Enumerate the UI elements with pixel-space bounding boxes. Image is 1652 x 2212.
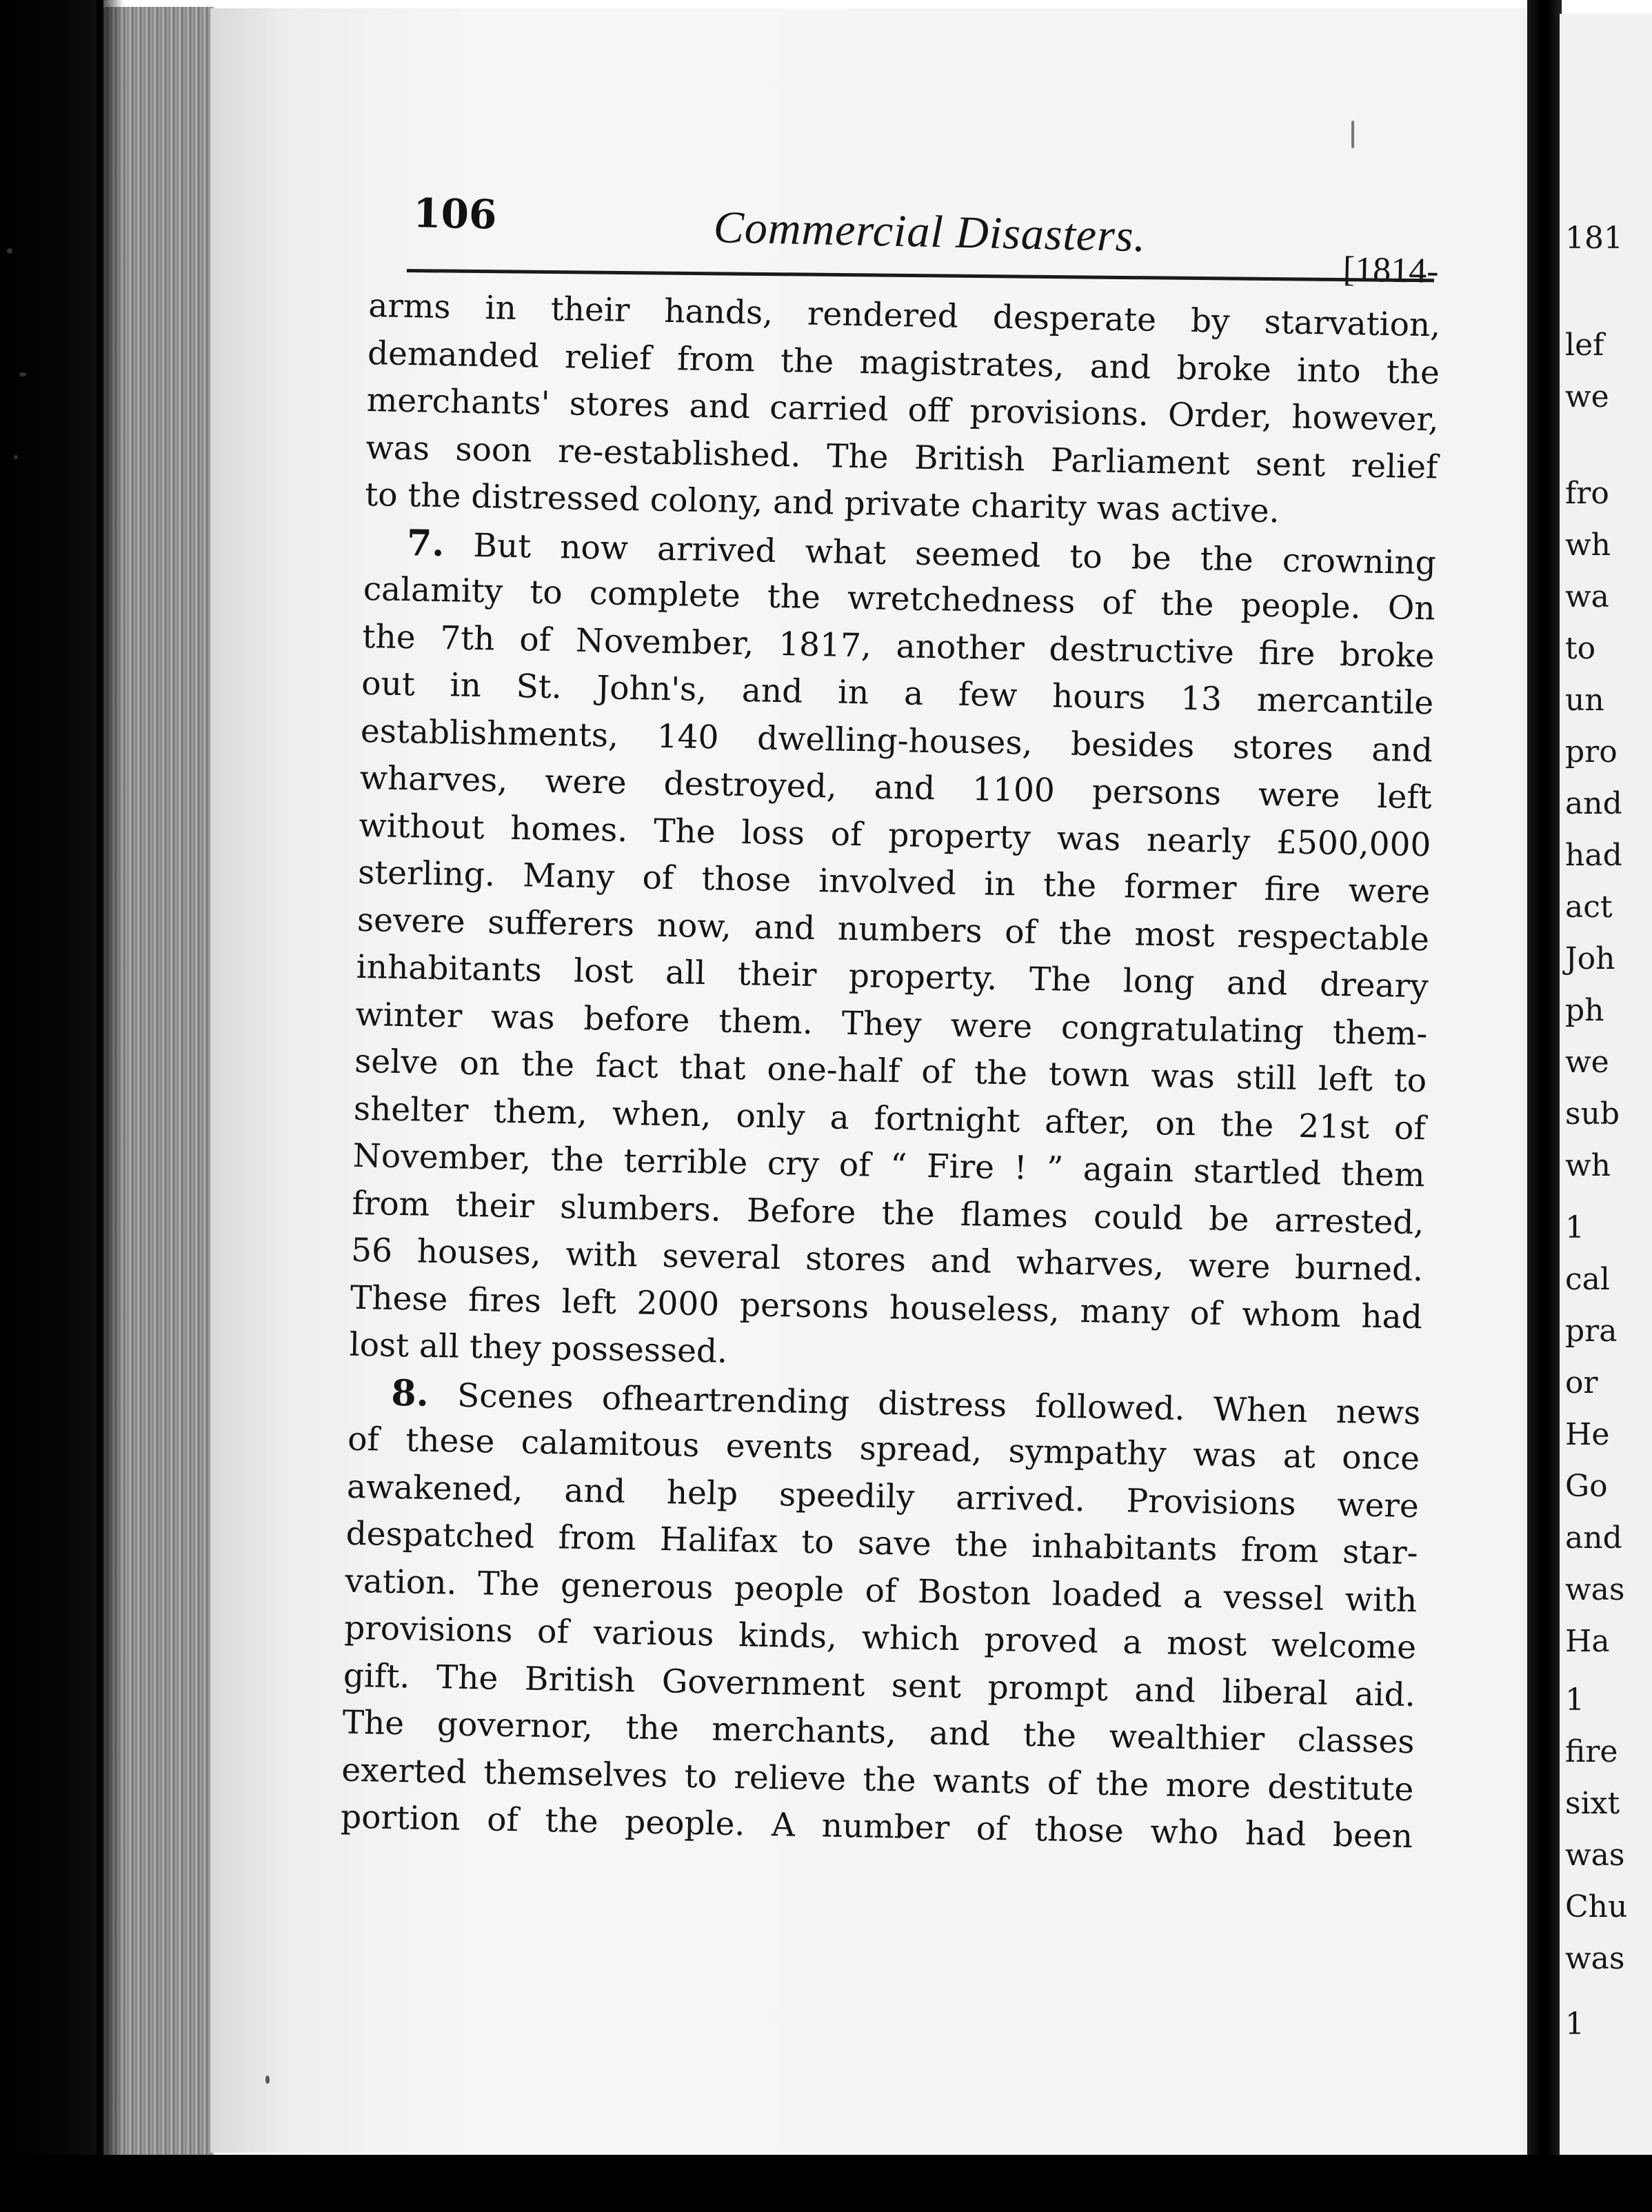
scan-bottom-border bbox=[0, 2155, 1652, 2212]
line-text: calamity to complete the wretchedness of the people. On bbox=[363, 570, 1436, 628]
line-text: 56 houses, with several stores and wharves, were burned. bbox=[350, 1231, 1424, 1289]
line-text: to the distressed colony, and private charity was active. bbox=[364, 475, 1280, 531]
line-text: shelter them, when, only a fortnight after, on the 21st of bbox=[353, 1089, 1427, 1147]
facing-text-fragment: Ha bbox=[1565, 1624, 1610, 1659]
line-text: establishments, 140 dwelling-houses, besides stores and bbox=[360, 712, 1433, 770]
facing-text-fragment: was bbox=[1565, 1838, 1625, 1873]
facing-text-fragment: pra bbox=[1565, 1314, 1618, 1349]
facing-text-fragment: sixt bbox=[1565, 1786, 1620, 1821]
running-title: Commercial Disasters. bbox=[713, 202, 1147, 262]
facing-text-fragment: cal bbox=[1565, 1262, 1610, 1297]
running-date: [1814- bbox=[1342, 250, 1440, 292]
facing-text-fragment: act bbox=[1565, 889, 1613, 925]
scan-speck bbox=[1351, 121, 1354, 148]
paragraph-number: 8. bbox=[390, 1371, 430, 1415]
line-text: Scenes ofheartrending distress followed. When news bbox=[456, 1376, 1421, 1432]
facing-page-text bbox=[1560, 14, 1652, 2212]
scan-speck bbox=[265, 2075, 270, 2084]
facing-text-fragment: 181 bbox=[1565, 221, 1623, 256]
facing-text-fragment: wa bbox=[1565, 579, 1609, 614]
spine-shadow bbox=[97, 0, 124, 2212]
facing-text-fragment: we bbox=[1565, 379, 1609, 414]
facing-text-fragment: 1 bbox=[1565, 1210, 1584, 1245]
line-text: of these calamitous events spread, sympathy was at once bbox=[347, 1420, 1420, 1478]
facing-text-fragment: fro bbox=[1565, 476, 1609, 511]
scan-speck bbox=[14, 455, 18, 459]
line-text: despatched from Halifax to save the inhabitants from star- bbox=[345, 1514, 1418, 1573]
line-text: without homes. The loss of property was nearly £500,000 bbox=[359, 806, 1431, 864]
line-text: wharves, were destroyed, and 1100 persons were left bbox=[359, 758, 1433, 817]
line-text: severe sufferers now, and numbers of the most respectable bbox=[356, 901, 1430, 958]
line-text: was soon re-established. The British Parliament sent relief bbox=[365, 428, 1438, 486]
line-text: gift. The British Government sent prompt and liberal aid. bbox=[343, 1656, 1416, 1714]
facing-text-fragment: had bbox=[1565, 838, 1622, 873]
line-text: out in St. John's, and in a few hours 13 mercantile bbox=[361, 664, 1434, 723]
facing-text-fragment: sub bbox=[1565, 1096, 1620, 1132]
facing-text-fragment: we bbox=[1565, 1045, 1609, 1080]
page-gutter bbox=[1527, 0, 1562, 2212]
line-text: winter was before them. They were congratulating them- bbox=[355, 995, 1428, 1053]
facing-text-fragment: 1 bbox=[1565, 2007, 1584, 2042]
facing-text-fragment: ph bbox=[1565, 993, 1604, 1028]
facing-text-fragment: to bbox=[1565, 631, 1596, 666]
line-text: arms in their hands, rendered desperate by starvation, bbox=[367, 286, 1441, 345]
scan-speck bbox=[19, 372, 26, 376]
line-text: sterling. Many of those involved in the former fire were bbox=[357, 853, 1431, 912]
facing-text-fragment: un bbox=[1565, 683, 1604, 718]
facing-text-fragment: Joh bbox=[1565, 941, 1615, 976]
line-text: These fires left 2000 persons houseless, many of whom had bbox=[350, 1278, 1423, 1336]
facing-text-fragment: Chu bbox=[1565, 1889, 1628, 1924]
line-text: demanded relief from the magistrates, and broke into the bbox=[367, 334, 1440, 392]
facing-page bbox=[1560, 14, 1652, 2212]
line-text: portion of the people. A number of those who had been bbox=[340, 1798, 1413, 1856]
line-text: from their slumbers. Before the flames could be arrested, bbox=[352, 1184, 1424, 1242]
line-text: merchants' stores and carried off provisions. Order, however, bbox=[366, 381, 1440, 439]
line-text: The governor, the merchants, and the wealthier classes bbox=[342, 1703, 1415, 1762]
facing-text-fragment: wh bbox=[1565, 1148, 1611, 1183]
book-spine bbox=[0, 0, 103, 2212]
paragraph-number: 7. bbox=[406, 521, 445, 565]
scan-speck bbox=[7, 248, 12, 254]
facing-text-fragment: and bbox=[1565, 786, 1622, 821]
facing-text-fragment: was bbox=[1565, 1572, 1625, 1607]
line-text: selve on the fact that one-half of the town was still left to bbox=[354, 1042, 1427, 1100]
line-text: the 7th of November, 1817, another destructive fire broke bbox=[362, 617, 1435, 675]
line-text: November, the terrible cry of “ Fire ! ” again startled them bbox=[352, 1136, 1426, 1195]
facing-text-fragment: or bbox=[1565, 1365, 1598, 1400]
line-text: exerted themselves to relieve the wants of the more destitute bbox=[341, 1751, 1414, 1809]
facing-text-fragment: and bbox=[1565, 1520, 1622, 1556]
body-text bbox=[341, 283, 1441, 1861]
line-text: provisions of various kinds, which proved a most welcome bbox=[343, 1609, 1417, 1667]
facing-text-fragment: He bbox=[1565, 1417, 1610, 1452]
facing-text-fragment: fire bbox=[1565, 1734, 1618, 1769]
facing-text-fragment: pro bbox=[1565, 734, 1618, 770]
facing-text-fragment: Go bbox=[1565, 1469, 1608, 1504]
line-text: But now arrived what seemed to be the crowning bbox=[472, 526, 1437, 582]
line-text: lost all they possessed. bbox=[349, 1325, 728, 1371]
facing-text-fragment: 1 bbox=[1565, 1682, 1584, 1718]
line-text: inhabitants lost all their property. The long and dreary bbox=[356, 947, 1429, 1006]
line-text: vation. The generous people of Boston loaded a vessel with bbox=[344, 1562, 1418, 1620]
facing-text-fragment: wh bbox=[1565, 527, 1611, 563]
page-number: 106 bbox=[412, 190, 498, 239]
facing-text-fragment: was bbox=[1565, 1941, 1625, 1976]
line-text: awakened, and help speedily arrived. Provisions were bbox=[346, 1467, 1420, 1525]
facing-text-fragment: lef bbox=[1565, 328, 1604, 363]
